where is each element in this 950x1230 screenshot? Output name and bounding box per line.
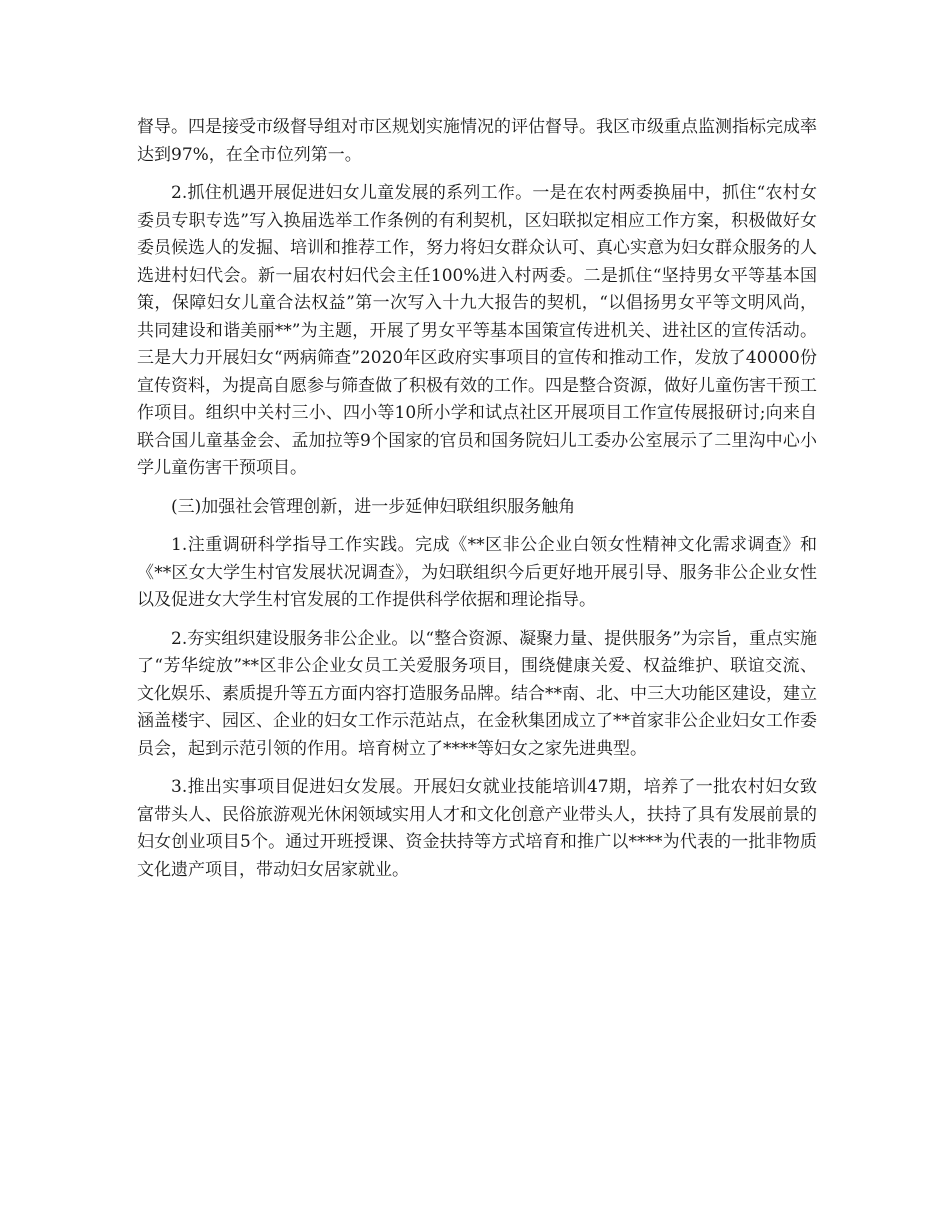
paragraph-research-guidance: 1.注重调研科学指导工作实践。完成《**区非公企业白领女性精神文化需求调查》和《**区女大学生村官发展状况调查》，为妇联组织今后更好地开展引导、服务非公企业女性以及促进女大学生村官发展的工作提供科学依据和理论指导。 [137,535,817,610]
paragraph-organization-building: 2.夯实组织建设服务非公企业。以“整合资源、凝聚力量、提供服务”为宗旨，重点实施了“芳华绽放”**区非公企业女员工关爱服务项目，围绕健康关爱、权益维护、联谊交流、文化娱乐、素质提升等五方面内容打造服务品牌。结合**南、北、中三大功能区建设，建立涵盖楼宇、园区、企业的妇女工作示范站点，在金秋集团成立了**首家非公企业妇女工作委员会，起到示范引领的作用。培育树立了****等妇女之家先进典型。 [137,628,817,759]
paragraph-continuation: 督导。四是接受市级督导组对市区规划实施情况的评估督导。我区市级重点监测指标完成率达到97%，在全市位列第一。 [137,117,817,165]
paragraph-practical-projects: 3.推出实事项目促进妇女发展。开展妇女就业技能培训47期，培养了一批农村妇女致富带头人、民俗旅游观光休闲领域实用人才和文化创意产业带头人，扶持了具有发展前景的妇女创业项目5个。通过开班授课、资金扶持等方式培育和推广以****为代表的一批非物质文化遗产项目，带动妇女居家就业。 [137,777,817,880]
document-body [137,114,817,895]
section-heading-social-management: (三)加强社会管理创新，进一步延伸妇联组织服务触角 [171,496,576,517]
paragraph-women-children-development: 2.抓住机遇开展促进妇女儿童发展的系列工作。一是在农村两委换届中，抓住“农村女委员专职专选”写入换届选举工作条例的有利契机，区妇联拟定相应工作方案，积极做好女委员候选人的发掘、培训和推荐工作，努力将妇女群众认可、真心实意为妇女群众服务的人选进村妇代会。新一届农村妇代会主任100%进入村两委。二是抓住“坚持男女平等基本国策，保障妇女儿童合法权益”第一次写入十九大报告的契机，“以倡扬男女平等文明风尚，共同建设和谐美丽**”为主题，开展了男女平等基本国策宣传进机关、进社区的宣传活动。三是大力开展妇女“两病筛查”2020年区政府实事项目的宣传和推动工作，发放了40000份宣传资料，为提高自愿参与筛查做了积极有效的工作。四是整合资源，做好儿童伤害干预工作项目。组织中关村三小、四小等10所小学和试点社区开展项目工作宣传展报研讨;向来自联合国儿童基金会、孟加拉等9个国家的官员和国务院妇儿工委办公室展示了二里沟中心小学儿童伤害干预项目。 [137,183,817,478]
